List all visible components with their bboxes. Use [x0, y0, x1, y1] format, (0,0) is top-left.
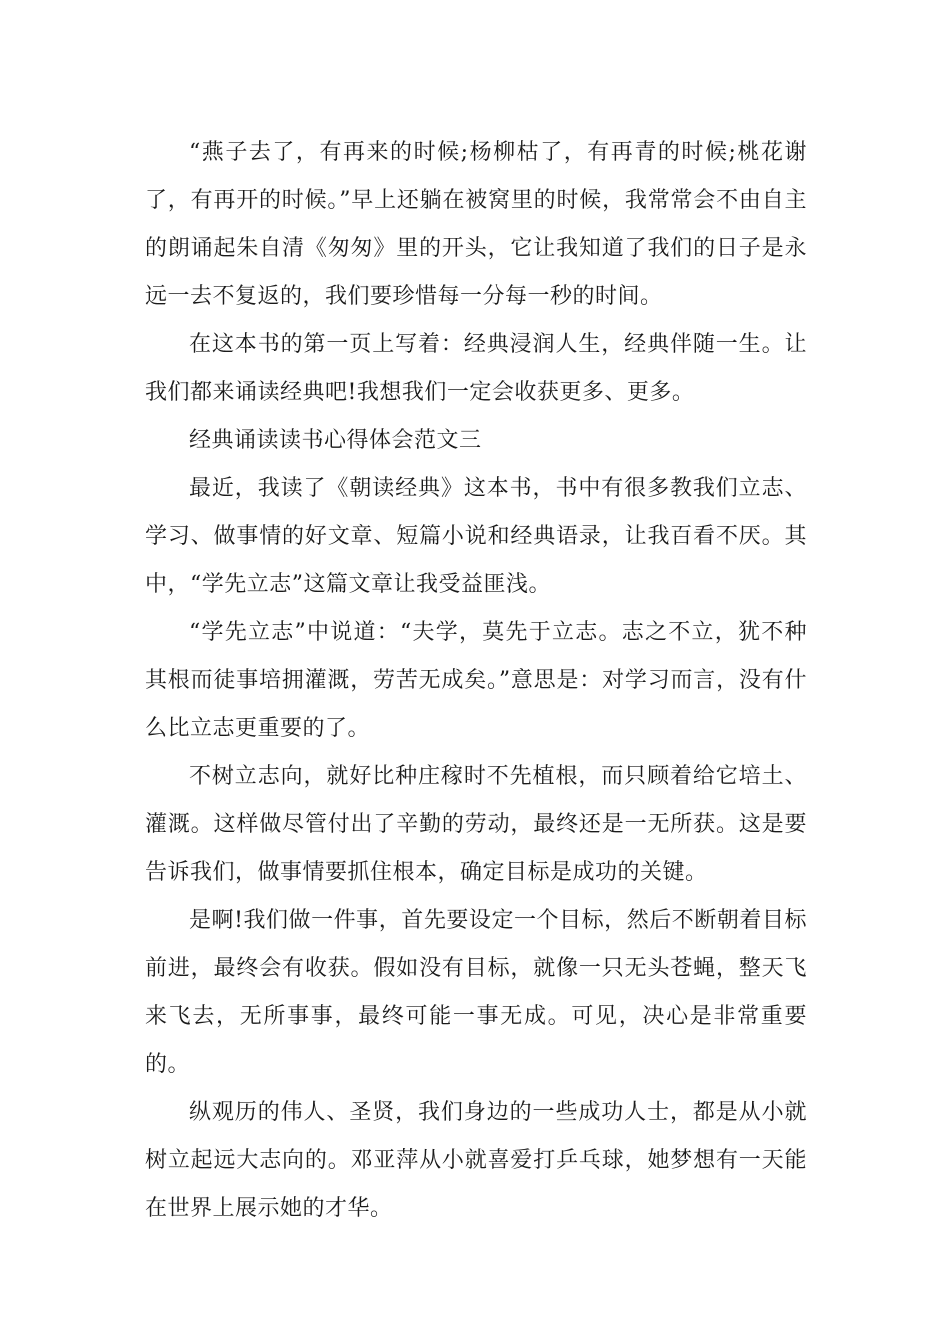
paragraph-great-people: 纵观历的伟人、圣贤，我们身边的一些成功人士，都是从小就树立起远大志向的。邓亚萍从小就喜爱打乒乓球，她梦想有一天能在世界上展示她的才华。 [145, 1100, 807, 1221]
paragraph-first-page: 在这本书的第一页上写着：经典浸润人生，经典伴随一生。让我们都来诵读经典吧!我想我们一定会收获更多、更多。 [145, 332, 807, 405]
paragraph-no-goal: 不树立志向，就好比种庄稼时不先植根，而只顾着给它培土、灌溉。这样做尽管付出了辛勤的劳动，最终还是一无所获。这是要告诉我们，做事情要抓住根本，确定目标是成功的关键。 [145, 764, 807, 885]
section-heading: 经典诵读读书心得体会范文三 [189, 428, 482, 453]
document-body [145, 129, 807, 1233]
paragraph-set-target: 是啊!我们做一件事，首先要设定一个目标，然后不断朝着目标前进，最终会有收获。假如没有目标，就像一只无头苍蝇，整天飞来飞去，无所事事，最终可能一事无成。可见，决心是非常重要的。 [145, 908, 807, 1077]
paragraph-recently-read: 最近，我读了《朝读经典》这本书，书中有很多教我们立志、学习、做事情的好文章、短篇小说和经典语录，让我百看不厌。其中，“学先立志”这篇文章让我受益匪浅。 [145, 476, 807, 597]
paragraph-swallows-quote: “燕子去了，有再来的时候;杨柳枯了，有再青的时候;桃花谢了，有再开的时候。”早上还躺在被窝里的时候，我常常会不由自主的朗诵起朱自清《匆匆》里的开头，它让我知道了我们的日子是永远一去不复返的，我们要珍惜每一分每一秒的时间。 [145, 140, 807, 309]
paragraph-xue-xian-li-zhi: “学先立志”中说道：“夫学，莫先于立志。志之不立，犹不种其根而徒事培拥灌溉，劳苦无成矣。”意思是：对学习而言，没有什么比立志更重要的了。 [145, 620, 807, 741]
